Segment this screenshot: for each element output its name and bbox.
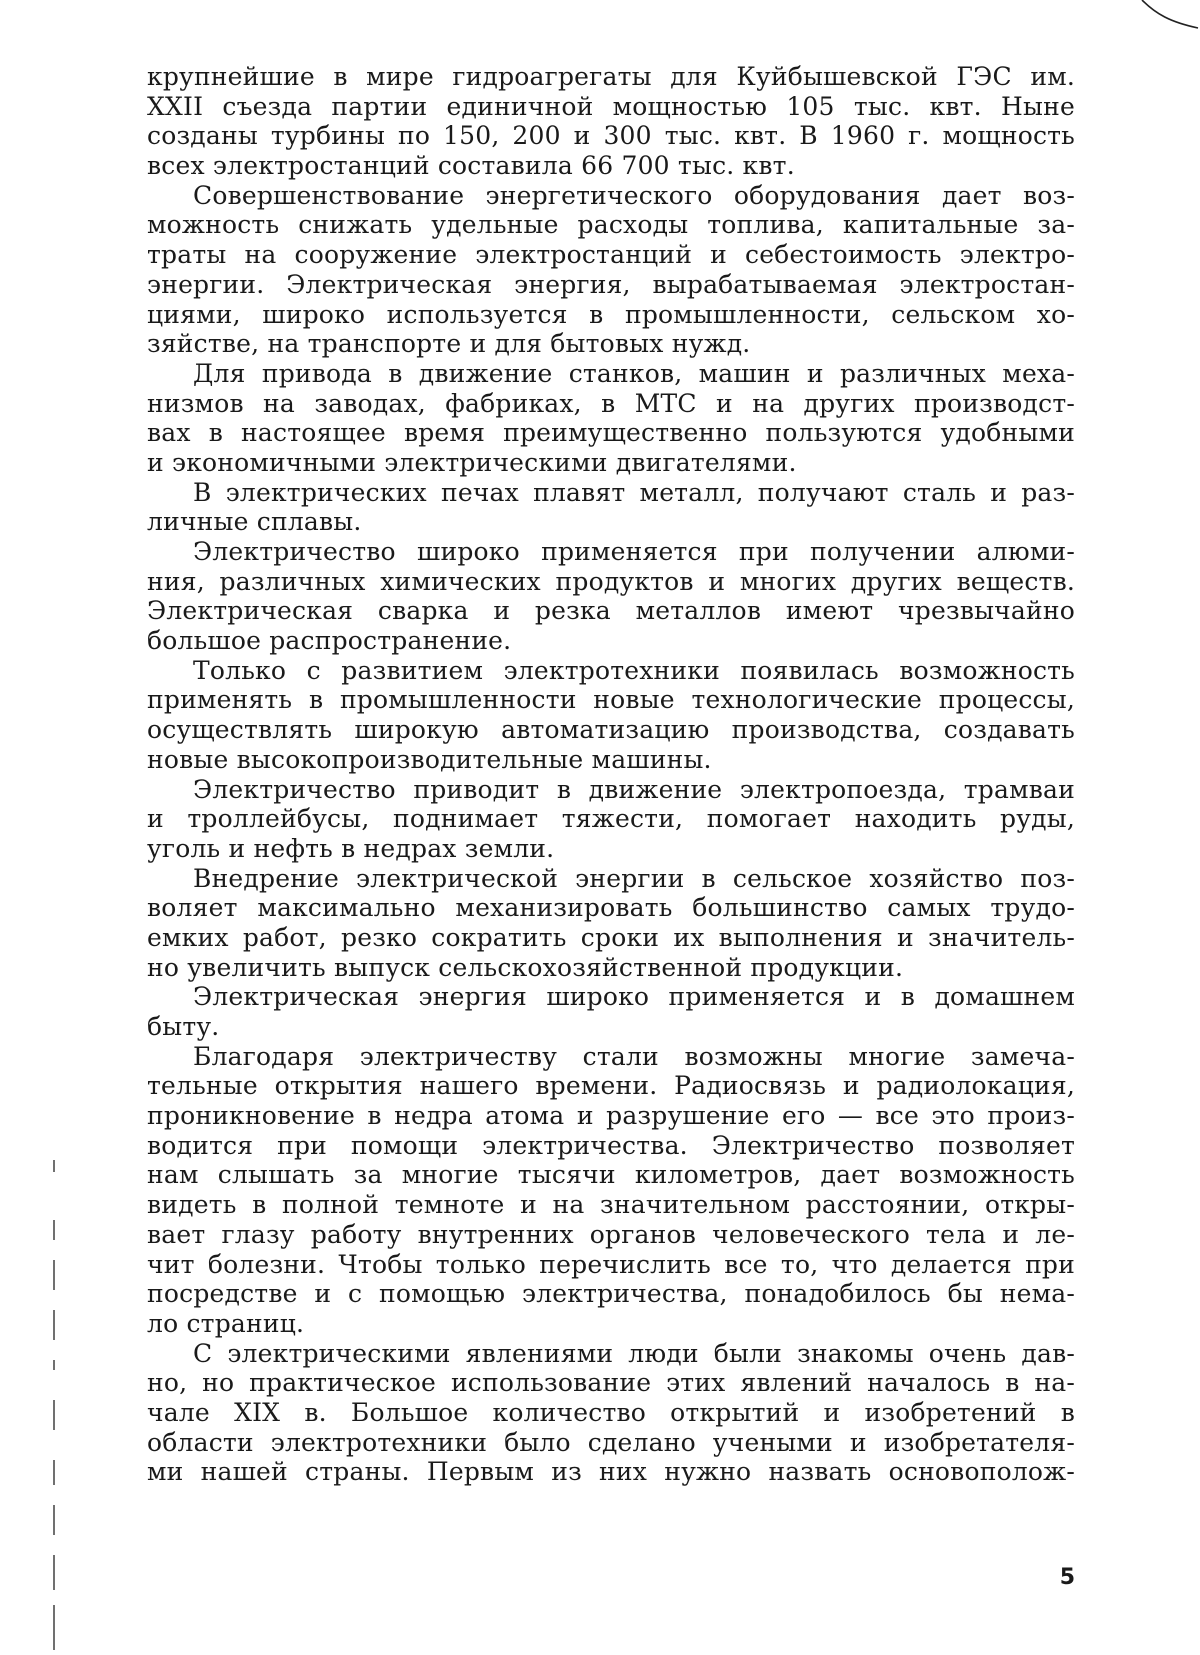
text-line: Электрическая сварка и резка металлов имеют чрезвычайно: [147, 596, 1075, 626]
text-line: и экономичными электрическими двигателями.: [147, 448, 1075, 478]
text-line: большое распространение.: [147, 626, 1075, 656]
text-line: но увеличить выпуск сельскохозяйственной продукции.: [147, 953, 1075, 983]
text-line: зяйстве, на транспорте и для бытовых нужд.: [147, 329, 1075, 359]
text-line: Для привода в движение станков, машин и различных меха-: [147, 359, 1075, 389]
text-line: но, но практическое использование этих явлений началось в на-: [147, 1368, 1075, 1398]
text-line: применять в промышленности новые технологические процессы,: [147, 685, 1075, 715]
text-line: низмов на заводах, фабриках, в МТС и на других производст-: [147, 389, 1075, 419]
text-line: энергии. Электрическая энергия, вырабатываемая электростан-: [147, 270, 1075, 300]
text-line: чале XIX в. Большое количество открытий и изобретений в: [147, 1398, 1075, 1428]
text-line: водится при помощи электричества. Электричество позволяет: [147, 1131, 1075, 1161]
text-line: всех электростанций составила 66 700 тыс. квт.: [147, 151, 1075, 181]
text-line: траты на сооружение электростанций и себестоимость электро-: [147, 240, 1075, 270]
text-line: области электротехники было сделано учеными и изобретателя-: [147, 1428, 1075, 1458]
text-line: видеть в полной темноте и на значительном расстоянии, откры-: [147, 1190, 1075, 1220]
text-line: ми нашей страны. Первым из них нужно назвать основополож-: [147, 1457, 1075, 1487]
text-line: и троллейбусы, поднимает тяжести, помогает находить руды,: [147, 804, 1075, 834]
text-line: личные сплавы.: [147, 507, 1075, 537]
text-line: емких работ, резко сократить сроки их выполнения и значитель-: [147, 923, 1075, 953]
text-line: быту.: [147, 1012, 1075, 1042]
text-line: проникновение в недра атома и разрушение его — все это произ-: [147, 1101, 1075, 1131]
text-line: воляет максимально механизировать большинство самых трудо-: [147, 893, 1075, 923]
text-line: осуществлять широкую автоматизацию производства, создавать: [147, 715, 1075, 745]
text-line: Внедрение электрической энергии в сельское хозяйство поз-: [147, 864, 1075, 894]
body-text: [147, 62, 1075, 1487]
text-line: Электричество приводит в движение электропоезда, трамваи: [147, 775, 1075, 805]
text-line: С электрическими явлениями люди были знакомы очень дав-: [147, 1339, 1075, 1369]
text-line: ло страниц.: [147, 1309, 1075, 1339]
text-line: крупнейшие в мире гидроагрегаты для Куйбышевской ГЭС им.: [147, 62, 1075, 92]
text-line: Только с развитием электротехники появилась возможность: [147, 656, 1075, 686]
text-line: тельные открытия нашего времени. Радиосвязь и радиолокация,: [147, 1071, 1075, 1101]
text-line: чит болезни. Чтобы только перечислить все то, что делается при: [147, 1250, 1075, 1280]
page-corner-mark: [1120, 0, 1200, 40]
text-line: Электрическая энергия широко применяется и в домашнем: [147, 982, 1075, 1012]
text-line: Совершенствование энергетического оборудования дает воз-: [147, 181, 1075, 211]
text-line: вах в настоящее время преимущественно пользуются удобными: [147, 418, 1075, 448]
text-line: новые высокопроизводительные машины.: [147, 745, 1075, 775]
book-page: [0, 0, 1200, 1655]
text-line: созданы турбины по 150, 200 и 300 тыс. квт. В 1960 г. мощность: [147, 121, 1075, 151]
text-line: ния, различных химических продуктов и многих других веществ.: [147, 567, 1075, 597]
text-line: посредстве и с помощью электричества, понадобилось бы нема-: [147, 1279, 1075, 1309]
text-line: можность снижать удельные расходы топлива, капитальные за-: [147, 210, 1075, 240]
binding-edge-marks: [44, 1160, 64, 1650]
text-line: XXII съезда партии единичной мощностью 105 тыс. квт. Ныне: [147, 92, 1075, 122]
text-line: уголь и нефть в недрах земли.: [147, 834, 1075, 864]
page-number: 5: [1060, 1565, 1075, 1590]
text-line: Электричество широко применяется при получении алюми-: [147, 537, 1075, 567]
text-line: нам слышать за многие тысячи километров, дает возможность: [147, 1160, 1075, 1190]
text-line: Благодаря электричеству стали возможны многие замеча-: [147, 1042, 1075, 1072]
text-line: вает глазу работу внутренних органов человеческого тела и ле-: [147, 1220, 1075, 1250]
text-line: В электрических печах плавят металл, получают сталь и раз-: [147, 478, 1075, 508]
text-line: циями, широко используется в промышленности, сельском хо-: [147, 300, 1075, 330]
